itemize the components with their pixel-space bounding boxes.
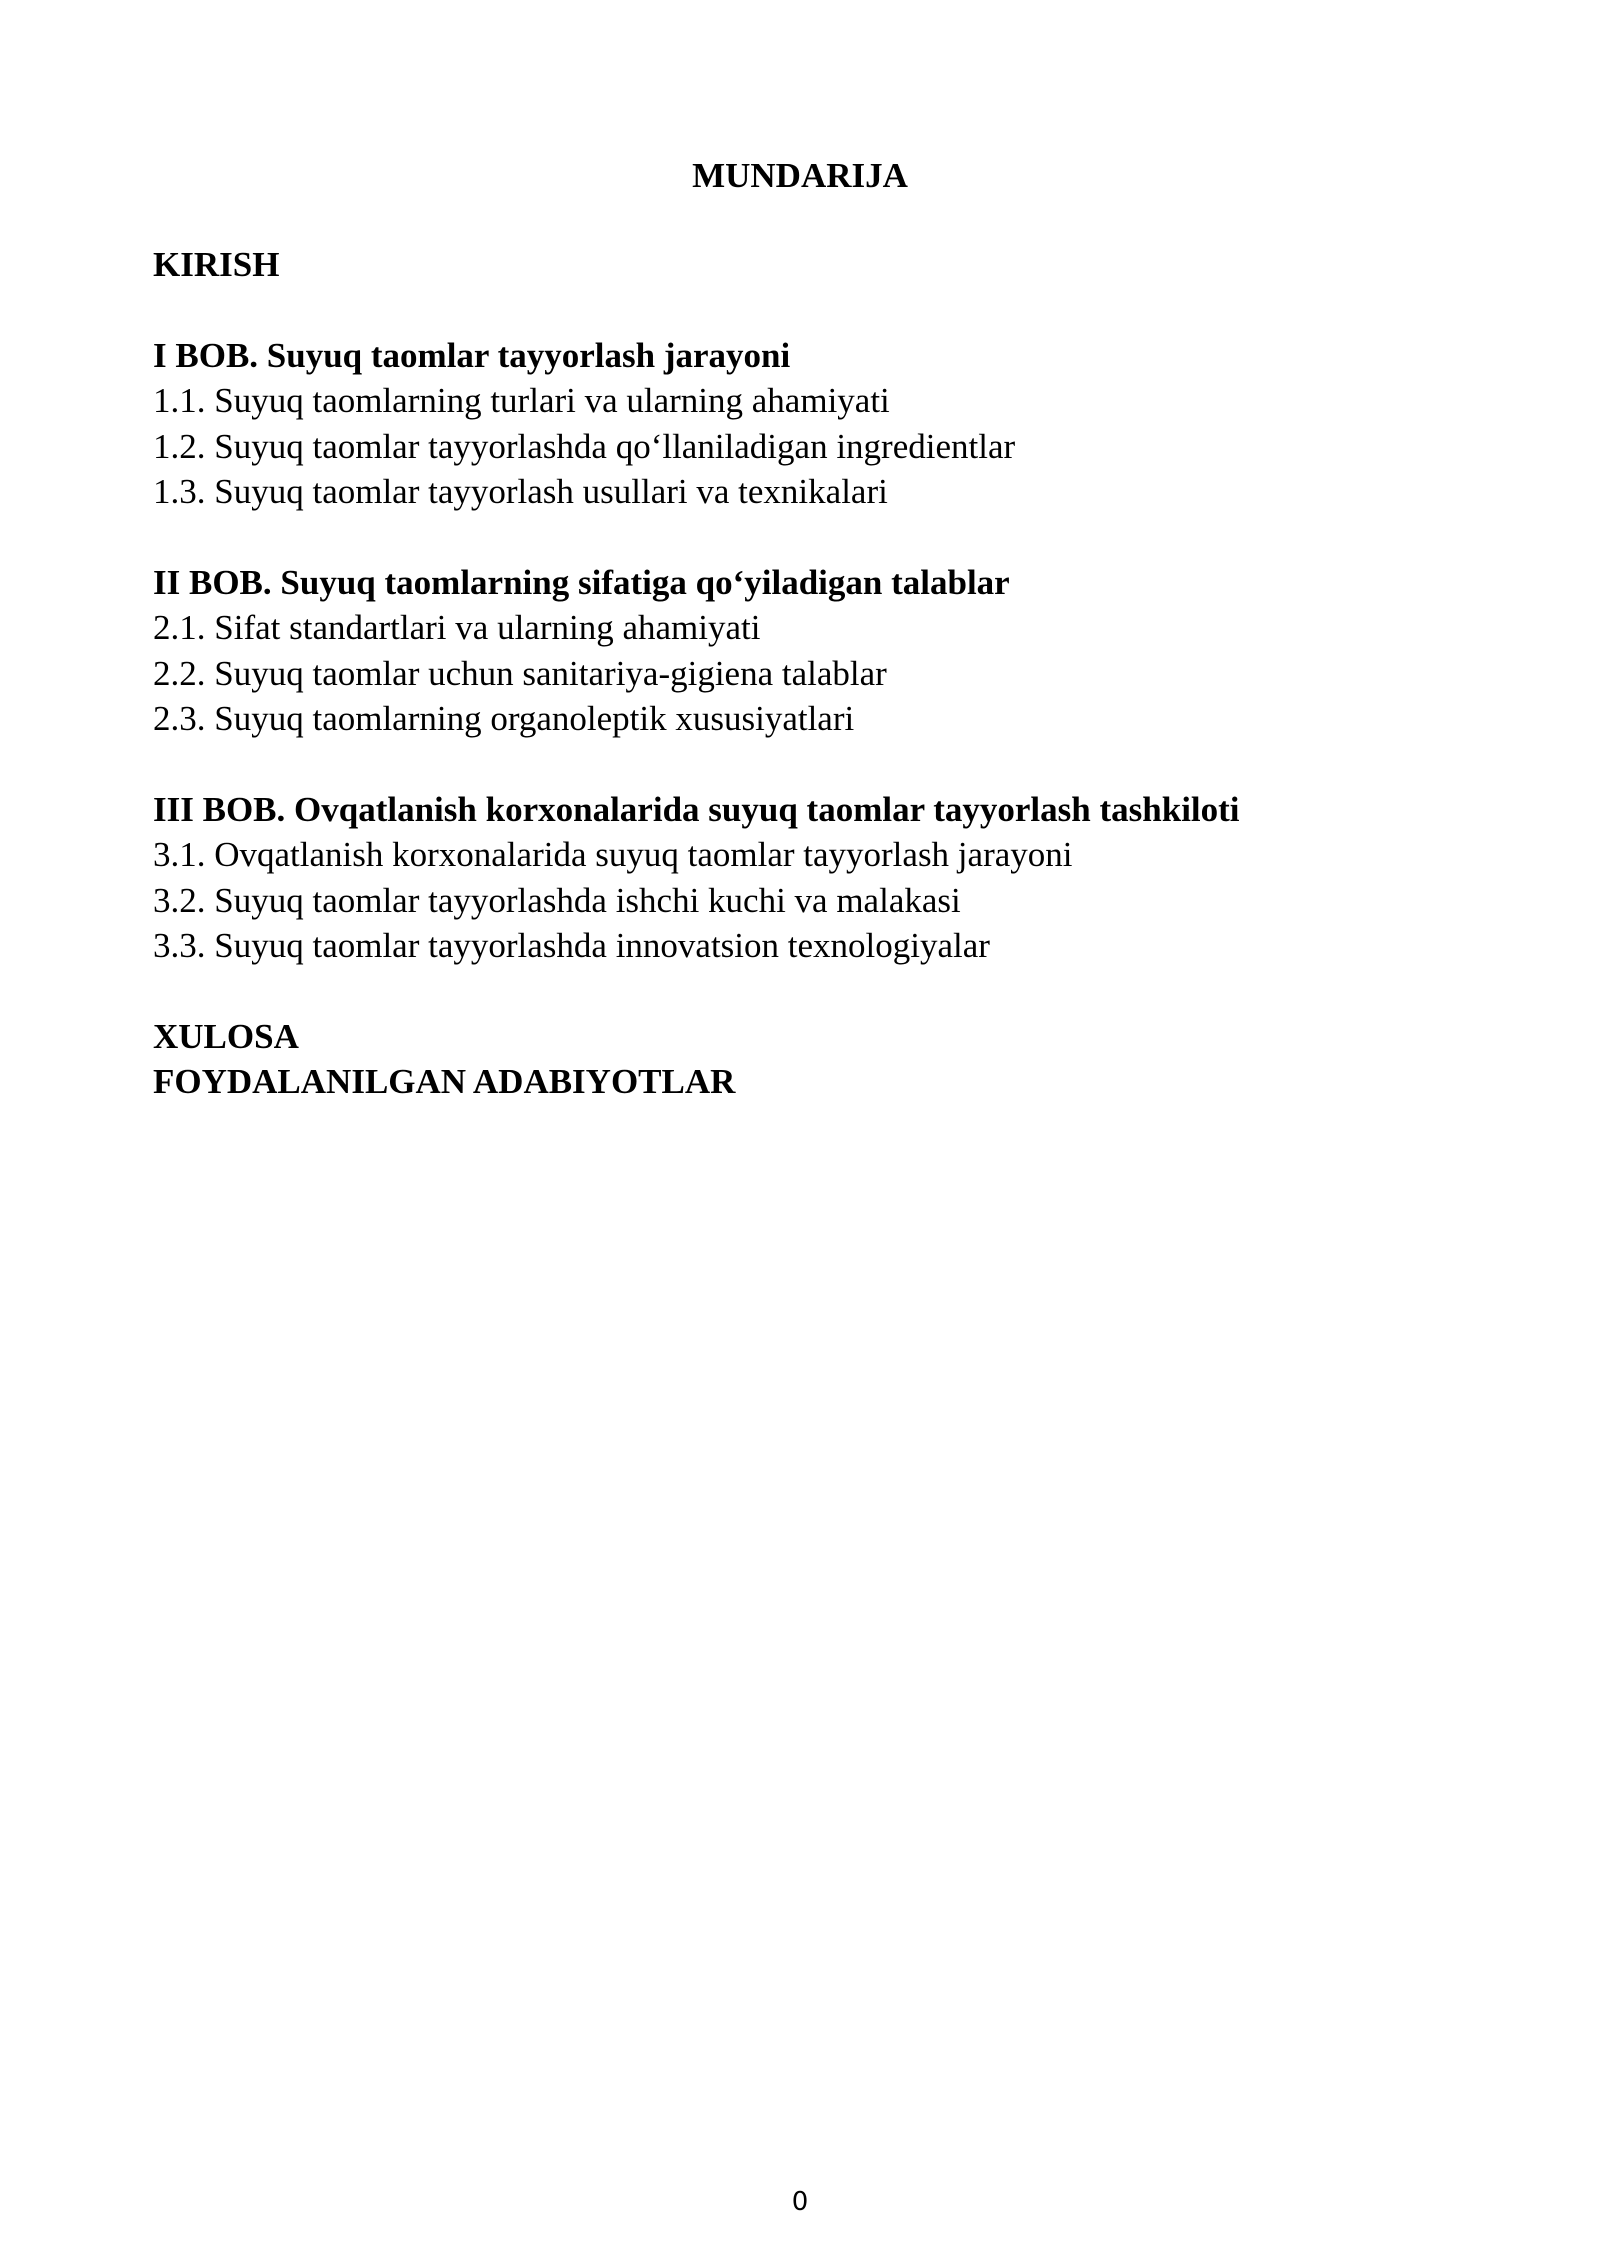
toc-title: MUNDARIJA [692,156,908,195]
toc-item: 2.2. Suyuq taomlar uchun sanitariya-gigiena talablar [153,653,887,693]
toc-item: 2.3. Suyuq taomlarning organoleptik xususiyatlari [153,699,855,738]
toc-chapter-3 [153,787,1453,969]
toc-intro: KIRISH [153,245,280,284]
toc-item: 1.1. Suyuq taomlarning turlari va ularning ahamiyati [153,381,890,420]
toc-item: 3.3. Suyuq taomlar tayyorlashda innovatsion texnologiyalar [153,926,990,965]
table-of-contents [153,242,1453,1105]
toc-item: 3.2. Suyuq taomlar tayyorlashda ishchi kuchi va malakasi [153,880,961,920]
toc-references: FOYDALANILGAN ADABIYOTLAR [153,1062,736,1101]
toc-chapter-1 [153,333,1453,515]
toc-chapter-heading: III BOB. Ovqatlanish korxonalarida suyuq taomlar tayyorlash tashkiloti [153,789,1240,829]
toc-item: 3.1. Ovqatlanish korxonalarida suyuq taomlar tayyorlash jarayoni [153,835,1073,874]
toc-chapter-heading: I BOB. Suyuq taomlar tayyorlash jarayoni [153,335,791,375]
toc-item: 1.2. Suyuq taomlar tayyorlashda qo‘llaniladigan ingredientlar [153,426,1016,466]
toc-chapter-2 [153,560,1453,742]
toc-item: 1.3. Suyuq taomlar tayyorlash usullari va texnikalari [153,472,888,511]
toc-item: 2.1. Sifat standartlari va ularning ahamiyati [153,608,761,647]
toc-conclusion: XULOSA [153,1016,299,1056]
toc-chapter-heading: II BOB. Suyuq taomlarning sifatiga qo‘yiladigan talablar [153,562,1010,602]
page-number: 0 [791,2187,809,2217]
